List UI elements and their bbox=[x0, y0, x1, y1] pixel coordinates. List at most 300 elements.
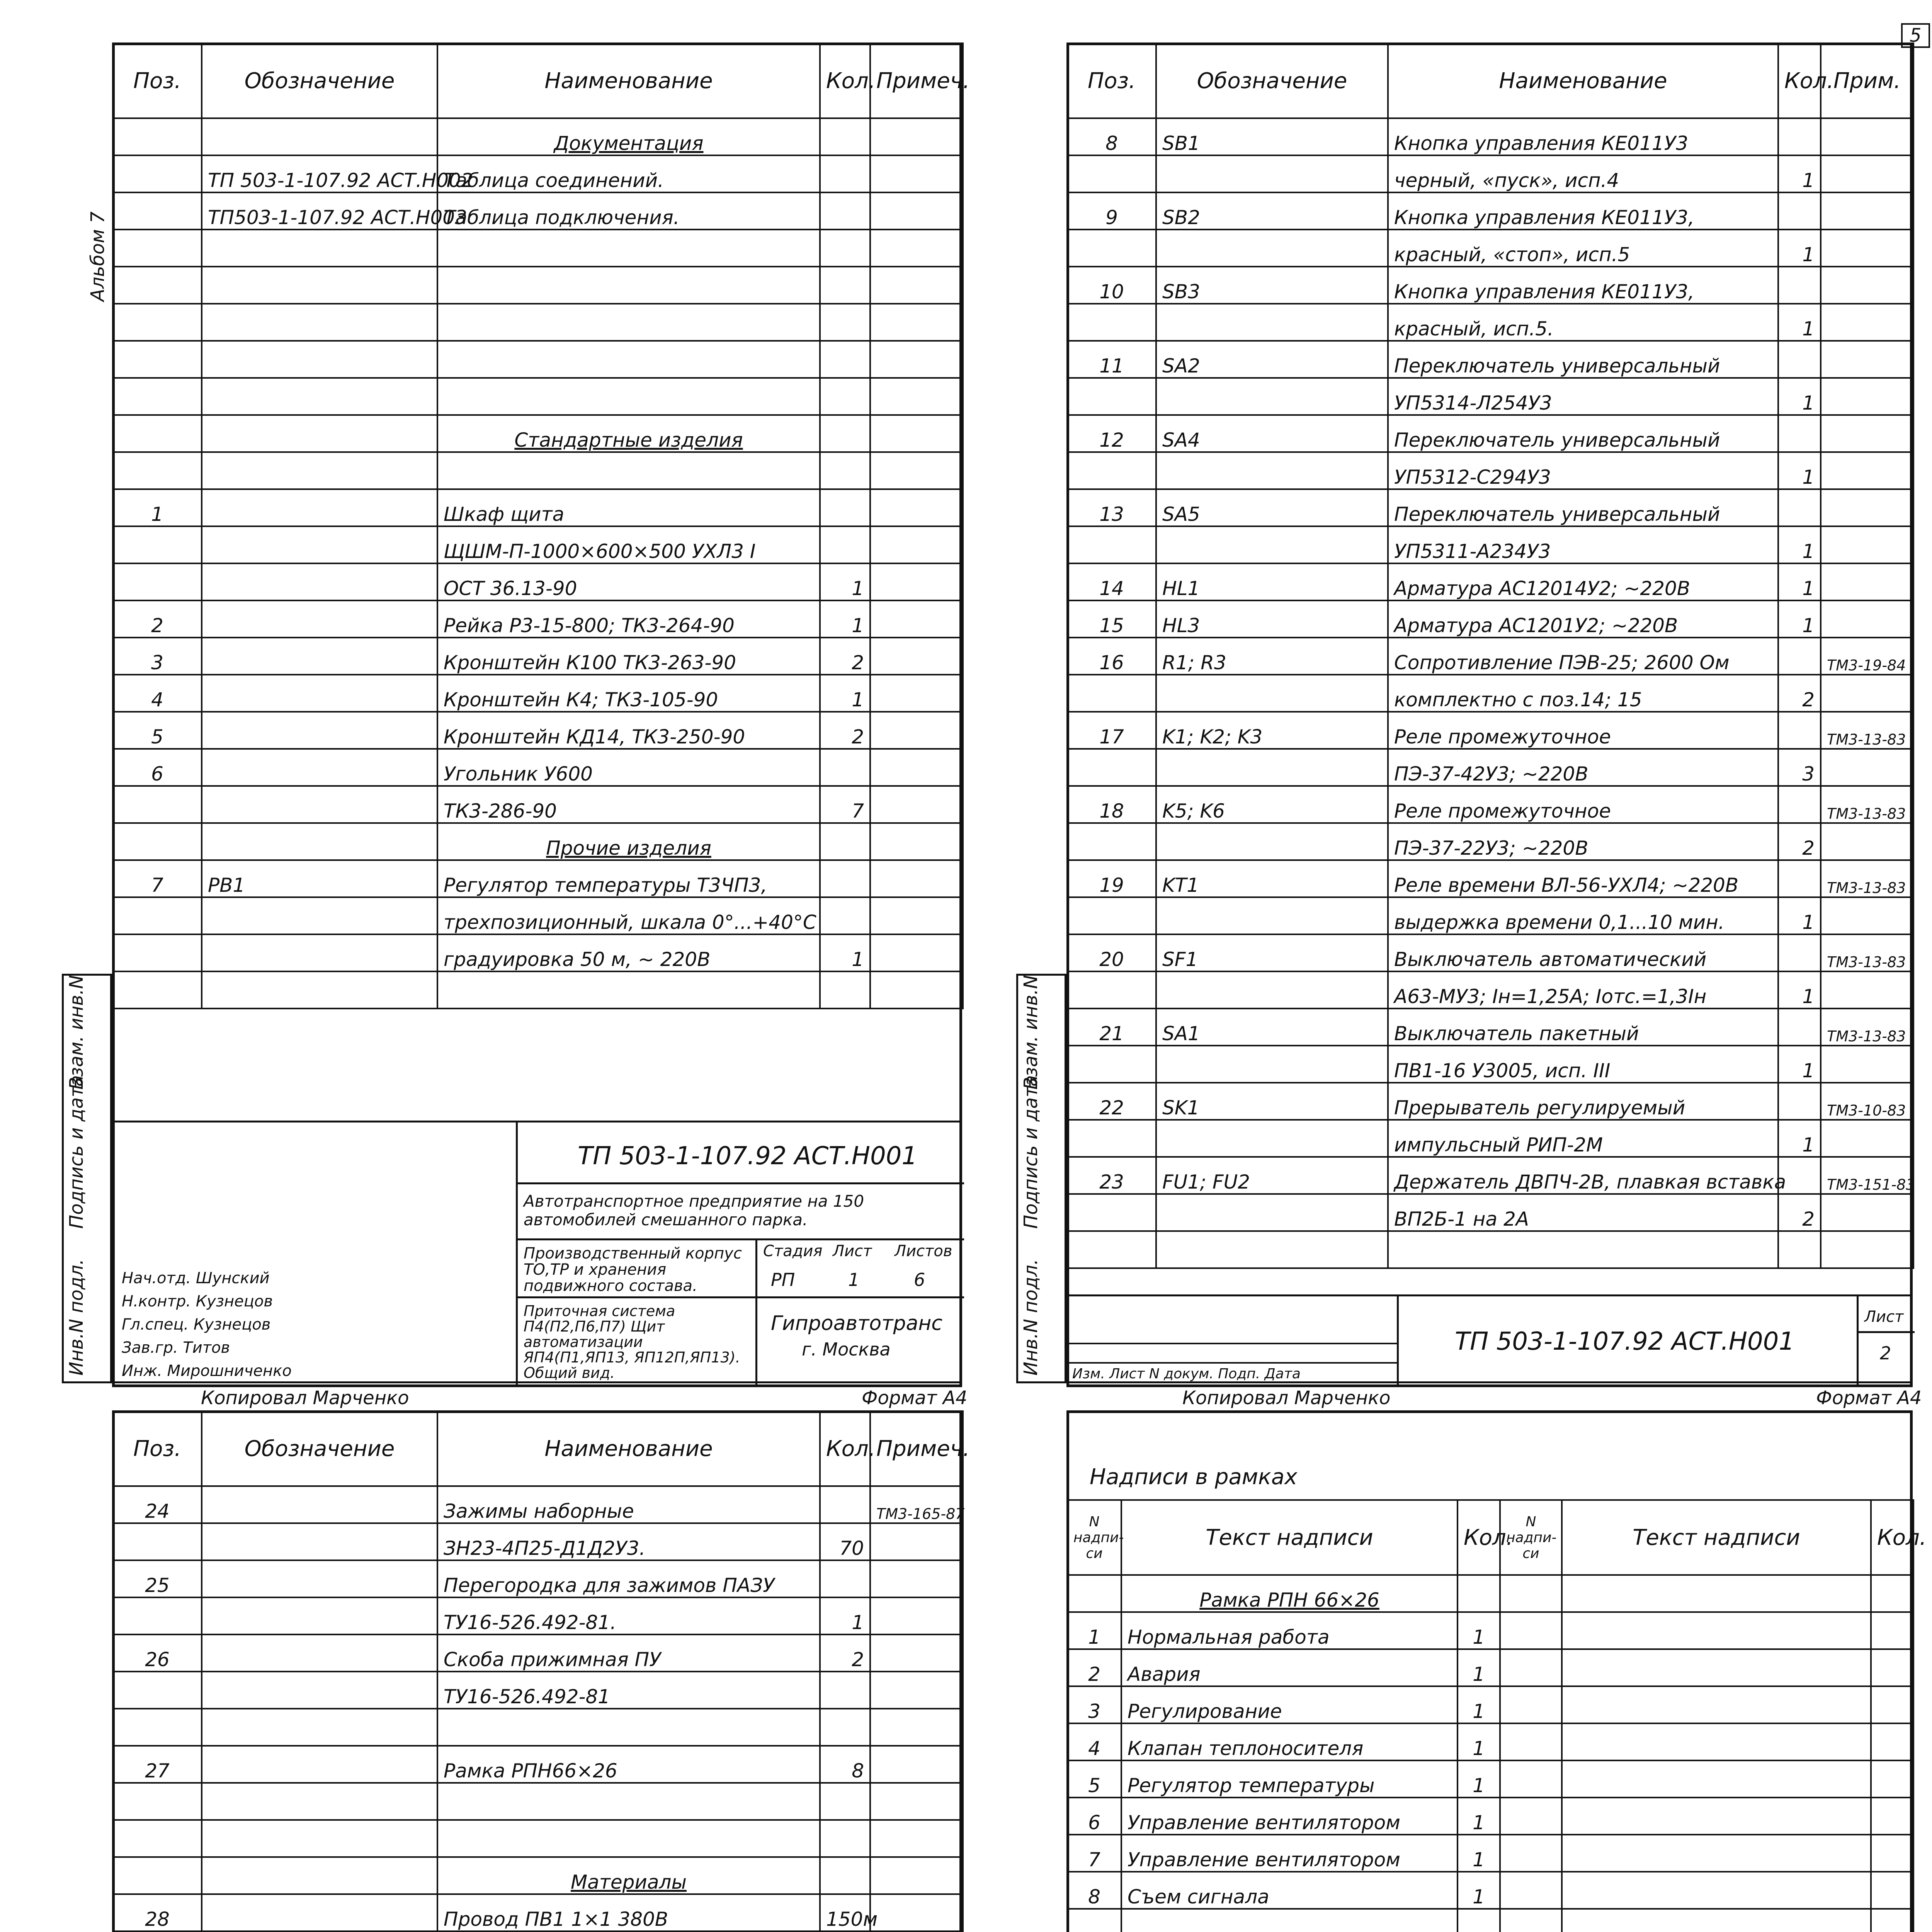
cell-qty: 1 bbox=[1458, 1835, 1500, 1872]
cell-name: Кнопка управления КЕ011У3, bbox=[1388, 267, 1778, 304]
cell-pos: 13 bbox=[1067, 489, 1156, 526]
cell-name bbox=[437, 230, 820, 267]
cell-qty bbox=[1778, 192, 1821, 230]
table-row bbox=[1067, 934, 1913, 971]
cell-qty bbox=[1778, 786, 1821, 823]
format-2: Формат А4 bbox=[1816, 1387, 1922, 1409]
table-row bbox=[113, 860, 963, 897]
cell-pos: 21 bbox=[1067, 1009, 1156, 1046]
col-text: Текст надписи bbox=[1121, 1500, 1458, 1575]
table-row bbox=[1067, 1798, 1913, 1835]
cell-text: Нормальная работа bbox=[1121, 1612, 1458, 1649]
cell-desig bbox=[1156, 304, 1388, 341]
cell-desig bbox=[202, 675, 437, 712]
cell-pos bbox=[113, 230, 202, 267]
cell-n: 7 bbox=[1067, 1835, 1121, 1872]
cell-qty: 70 bbox=[820, 1523, 870, 1560]
cell-note bbox=[1821, 415, 1913, 452]
cell-name bbox=[437, 304, 820, 341]
cell-qty bbox=[1778, 118, 1821, 155]
cell-qty bbox=[820, 1560, 870, 1597]
cell-desig bbox=[202, 712, 437, 749]
foot-sheet-2: 2 bbox=[1880, 1343, 1891, 1364]
cell-qty bbox=[820, 1857, 870, 1894]
table-row bbox=[1067, 452, 1913, 489]
cell-pos: 2 bbox=[113, 600, 202, 638]
cell-note: ТМ3-165-87 bbox=[870, 1486, 963, 1523]
cell-text: Регулятор температуры bbox=[1121, 1760, 1458, 1798]
cell-name: Регулятор температуры Т3ЧП3, bbox=[437, 860, 820, 897]
cell-name: Прерыватель регулируемый bbox=[1388, 1083, 1778, 1120]
cell-qty bbox=[820, 823, 870, 860]
col-qty2: Кол. bbox=[1871, 1500, 1913, 1575]
cell-pos bbox=[1067, 1046, 1156, 1083]
cell-pos bbox=[113, 267, 202, 304]
cell-qty: 1 bbox=[820, 563, 870, 600]
cell-note bbox=[870, 1523, 963, 1560]
cell-desig bbox=[202, 823, 437, 860]
cell-n: 8 bbox=[1067, 1872, 1121, 1909]
cell-name: Провод ПВ1 1×1 380В bbox=[437, 1894, 820, 1931]
cell-pos: 7 bbox=[113, 860, 202, 897]
cell-desig bbox=[202, 934, 437, 971]
table-row bbox=[113, 934, 963, 971]
cell-name: ПВ1-16 У3005, исп. III bbox=[1388, 1046, 1778, 1083]
cell-note bbox=[870, 1894, 963, 1931]
col-qty: Кол. bbox=[1778, 43, 1821, 118]
cell-qty: 1 bbox=[1458, 1798, 1500, 1835]
table-row bbox=[113, 526, 963, 563]
cell-desig: ТП503-1-107.92 АСТ.Н003 bbox=[202, 192, 437, 230]
cell-desig: HL1 bbox=[1156, 563, 1388, 600]
cell-desig bbox=[202, 638, 437, 675]
cell-desig bbox=[1156, 1194, 1388, 1231]
cell-note bbox=[1821, 563, 1913, 600]
cell-qty: 1 bbox=[820, 600, 870, 638]
spec-table-3 bbox=[112, 1410, 970, 1932]
table-row bbox=[113, 489, 963, 526]
side-label-1a: Инв.N подл. bbox=[66, 1259, 87, 1376]
cell-desig bbox=[202, 526, 437, 563]
cell-desig bbox=[202, 1486, 437, 1523]
cell-desig bbox=[1156, 1120, 1388, 1157]
cell-desig bbox=[202, 600, 437, 638]
cell-qty: 1 bbox=[820, 675, 870, 712]
col-qty: Кол. bbox=[1458, 1500, 1500, 1575]
foot-code-2: ТП 503-1-107.92 АСТ.Н001 bbox=[1455, 1327, 1795, 1356]
cell-qty bbox=[820, 1820, 870, 1857]
cell-name: Рамка РПН66×26 bbox=[437, 1746, 820, 1783]
cell-pos bbox=[113, 786, 202, 823]
table-row bbox=[113, 1597, 963, 1634]
cell-n: 2 bbox=[1067, 1649, 1121, 1686]
cell-qty bbox=[820, 971, 870, 1009]
cell-desig bbox=[202, 749, 437, 786]
side-label-2b: Подпись и дата bbox=[1020, 1075, 1042, 1229]
cell-n: 4 bbox=[1067, 1723, 1121, 1760]
cell-pos: 16 bbox=[1067, 638, 1156, 675]
cell-note bbox=[1821, 230, 1913, 267]
cell-text: Авария bbox=[1121, 1649, 1458, 1686]
side-label-1b: Подпись и дата bbox=[66, 1075, 87, 1229]
table-row bbox=[1067, 1612, 1913, 1649]
cell-qty bbox=[1778, 1083, 1821, 1120]
table-row bbox=[113, 638, 963, 675]
cell-note bbox=[1821, 1231, 1913, 1268]
cell-note bbox=[870, 1672, 963, 1709]
cell-desig bbox=[1156, 526, 1388, 563]
table-row bbox=[113, 823, 963, 860]
cell-note bbox=[1821, 155, 1913, 192]
cell-name: Таблица соединений. bbox=[437, 155, 820, 192]
cell-note bbox=[1821, 1120, 1913, 1157]
cell-name: УП5314-Л254У3 bbox=[1388, 378, 1778, 415]
col-n2: N надпи-си bbox=[1500, 1500, 1562, 1575]
col-name: Наименование bbox=[437, 43, 820, 118]
cell-name: красный, «стоп», исп.5 bbox=[1388, 230, 1778, 267]
cell-pos bbox=[1067, 749, 1156, 786]
table-row bbox=[113, 971, 963, 1009]
cell-text: Рамка РПН 66×26 bbox=[1121, 1575, 1458, 1612]
cell-name: комплектно с поз.14; 15 bbox=[1388, 675, 1778, 712]
cell-name: Перегородка для зажимов ПАЗУ bbox=[437, 1560, 820, 1597]
cell-name: ТУ16-526.492-81. bbox=[437, 1597, 820, 1634]
cell-qty: 1 bbox=[1778, 897, 1821, 934]
cell-desig bbox=[1156, 1046, 1388, 1083]
col-name: Наименование bbox=[1388, 43, 1778, 118]
cell-note bbox=[870, 563, 963, 600]
cell-desig bbox=[1156, 155, 1388, 192]
cell-qty bbox=[820, 1672, 870, 1709]
table-row bbox=[113, 563, 963, 600]
copied-by-1: Копировал Марченко bbox=[201, 1387, 409, 1409]
table-row bbox=[1067, 600, 1913, 638]
album-label: Альбом 7 bbox=[87, 211, 109, 301]
table-row bbox=[1067, 1157, 1913, 1194]
table-row bbox=[1067, 1083, 1913, 1120]
cell-desig: SA4 bbox=[1156, 415, 1388, 452]
cell-pos bbox=[1067, 155, 1156, 192]
cell-qty bbox=[1778, 638, 1821, 675]
cell-qty bbox=[1778, 341, 1821, 378]
cell-note bbox=[1821, 897, 1913, 934]
cell-qty: 1 bbox=[1778, 1046, 1821, 1083]
cell-pos bbox=[113, 1857, 202, 1894]
table-row bbox=[113, 341, 963, 378]
cell-pos bbox=[1067, 897, 1156, 934]
cell-qty: 1 bbox=[820, 934, 870, 971]
cell-name: Скоба прижимная ПУ bbox=[437, 1634, 820, 1672]
cell-note bbox=[870, 749, 963, 786]
stamp-org: Гипроавтотранс bbox=[771, 1312, 942, 1335]
cell-name: Кнопка управления КЕ011У3 bbox=[1388, 118, 1778, 155]
stamp-project: Автотранспортное предприятие на 150 автомобилей смешанного парка. bbox=[524, 1192, 864, 1229]
title-block-1 bbox=[112, 1121, 962, 1383]
cell-desig bbox=[202, 971, 437, 1009]
col-pos: Поз. bbox=[1067, 43, 1156, 118]
cell-pos bbox=[113, 1672, 202, 1709]
cell-note bbox=[1821, 452, 1913, 489]
stamp-stage: РП bbox=[771, 1269, 795, 1290]
table-row bbox=[1067, 341, 1913, 378]
cell-name: Шкаф щита bbox=[437, 489, 820, 526]
table-row bbox=[113, 1523, 963, 1560]
cell-desig bbox=[1156, 971, 1388, 1009]
table-row bbox=[1067, 1046, 1913, 1083]
cell-pos bbox=[1067, 823, 1156, 860]
cell-pos: 8 bbox=[1067, 118, 1156, 155]
cell-name: УП5311-А234У3 bbox=[1388, 526, 1778, 563]
cell-qty: 1 bbox=[1458, 1872, 1500, 1909]
cell-qty bbox=[820, 378, 870, 415]
table-row bbox=[1067, 1649, 1913, 1686]
cell-name: Держатель ДВПЧ-2В, плавкая вставка bbox=[1388, 1157, 1778, 1194]
col-qty: Кол. bbox=[820, 1411, 870, 1486]
table-row bbox=[1067, 786, 1913, 823]
cell-qty bbox=[820, 526, 870, 563]
cell-name: Выключатель автоматический bbox=[1388, 934, 1778, 971]
cell-qty bbox=[820, 192, 870, 230]
cell-qty: 2 bbox=[1778, 1194, 1821, 1231]
table-row bbox=[113, 1486, 963, 1523]
cell-name: Зажимы наборные bbox=[437, 1486, 820, 1523]
table-row bbox=[1067, 675, 1913, 712]
cell-note: ТМ3-151-83 bbox=[1821, 1157, 1913, 1194]
cell-name: черный, «пуск», исп.4 bbox=[1388, 155, 1778, 192]
spec-table-2 bbox=[1066, 43, 1914, 1269]
cell-pos bbox=[1067, 452, 1156, 489]
cell-note bbox=[870, 934, 963, 971]
cell-desig bbox=[202, 304, 437, 341]
cell-pos: 28 bbox=[113, 1894, 202, 1931]
cell-name: Угольник У600 bbox=[437, 749, 820, 786]
cell-qty bbox=[820, 749, 870, 786]
stamp-person-3: Зав.гр. Титов bbox=[122, 1339, 230, 1357]
inscriptions-table bbox=[1066, 1499, 1927, 1932]
cell-qty: 1 bbox=[1458, 1686, 1500, 1723]
cell-note bbox=[870, 118, 963, 155]
cell-qty: 1 bbox=[1458, 1649, 1500, 1686]
cell-note: ТМ3-13-83 bbox=[1821, 934, 1913, 971]
cell-name: Переключатель универсальный bbox=[1388, 341, 1778, 378]
table-row bbox=[1067, 1909, 1913, 1932]
cell-desig: SA2 bbox=[1156, 341, 1388, 378]
cell-pos bbox=[1067, 971, 1156, 1009]
cell-desig: РВ1 bbox=[202, 860, 437, 897]
table-row bbox=[113, 897, 963, 934]
cell-note bbox=[870, 378, 963, 415]
cell-note bbox=[870, 192, 963, 230]
cell-pos: 5 bbox=[113, 712, 202, 749]
cell-pos: 25 bbox=[113, 1560, 202, 1597]
cell-qty bbox=[820, 1783, 870, 1820]
table-row bbox=[113, 267, 963, 304]
cell-name: Материалы bbox=[437, 1857, 820, 1894]
cell-desig: SA5 bbox=[1156, 489, 1388, 526]
cell-desig bbox=[1156, 897, 1388, 934]
cell-qty: 1 bbox=[1778, 1120, 1821, 1157]
cell-pos: 14 bbox=[1067, 563, 1156, 600]
col-note: Прим. bbox=[1821, 43, 1913, 118]
cell-qty bbox=[1778, 1231, 1821, 1268]
cell-pos: 4 bbox=[113, 675, 202, 712]
cell-pos bbox=[1067, 378, 1156, 415]
stamp-drawing: Приточная система П4(П2,П6,П7) Щит автоматизации ЯП4(П1,ЯП13, ЯП12П,ЯП13). Общий вид. bbox=[524, 1303, 740, 1381]
table-row bbox=[1067, 712, 1913, 749]
cell-qty bbox=[820, 341, 870, 378]
cell-note bbox=[870, 675, 963, 712]
table-row bbox=[1067, 1194, 1913, 1231]
cell-note bbox=[870, 1634, 963, 1672]
table-row bbox=[113, 749, 963, 786]
table-row bbox=[113, 415, 963, 452]
cell-qty bbox=[1778, 712, 1821, 749]
cell-qty bbox=[820, 415, 870, 452]
table-row bbox=[1067, 1686, 1913, 1723]
table-row bbox=[113, 378, 963, 415]
cell-n: 5 bbox=[1067, 1760, 1121, 1798]
cell-desig bbox=[202, 267, 437, 304]
cell-note bbox=[870, 1746, 963, 1783]
table-row bbox=[1067, 155, 1913, 192]
cell-note bbox=[1821, 526, 1913, 563]
table-row bbox=[113, 118, 963, 155]
cell-n: 1 bbox=[1067, 1612, 1121, 1649]
cell-note bbox=[1821, 971, 1913, 1009]
cell-note bbox=[870, 897, 963, 934]
cell-note: ТМ3-13-83 bbox=[1821, 1009, 1913, 1046]
cell-note bbox=[1821, 823, 1913, 860]
foot-cols-2: Изм. Лист N докум. Подп. Дата bbox=[1072, 1366, 1301, 1382]
copied-by-2: Копировал Марченко bbox=[1182, 1387, 1391, 1409]
cell-name bbox=[1388, 1231, 1778, 1268]
cell-pos bbox=[113, 971, 202, 1009]
cell-pos bbox=[113, 378, 202, 415]
cell-note bbox=[870, 1857, 963, 1894]
cell-desig bbox=[1156, 749, 1388, 786]
cell-qty bbox=[820, 452, 870, 489]
table-row bbox=[1067, 1872, 1913, 1909]
cell-pos bbox=[113, 823, 202, 860]
cell-pos bbox=[1067, 1120, 1156, 1157]
cell-qty: 1 bbox=[1458, 1723, 1500, 1760]
col-designation: Обозначение bbox=[202, 43, 437, 118]
side-label-1c: Взам. инв.N bbox=[66, 975, 87, 1090]
cell-pos bbox=[113, 304, 202, 341]
stamp-sheets-header: Листов bbox=[895, 1242, 952, 1260]
cell-note bbox=[1821, 675, 1913, 712]
cell-pos bbox=[113, 1783, 202, 1820]
cell-qty bbox=[820, 267, 870, 304]
cell-desig bbox=[202, 1783, 437, 1820]
title-block-2 bbox=[1066, 1294, 1913, 1383]
cell-qty: 8 bbox=[820, 1746, 870, 1783]
cell-name: импульсный РИП-2М bbox=[1388, 1120, 1778, 1157]
cell-note bbox=[870, 638, 963, 675]
cell-name: Реле промежуточное bbox=[1388, 712, 1778, 749]
cell-name bbox=[437, 378, 820, 415]
table-row bbox=[113, 786, 963, 823]
cell-pos bbox=[113, 452, 202, 489]
cell-pos bbox=[113, 897, 202, 934]
cell-desig bbox=[202, 1709, 437, 1746]
cell-pos bbox=[113, 192, 202, 230]
side-label-2c: Взам. инв.N bbox=[1020, 975, 1042, 1090]
table-row bbox=[1067, 749, 1913, 786]
cell-note bbox=[1821, 267, 1913, 304]
page-number: 5 bbox=[1901, 23, 1930, 48]
table-row bbox=[1067, 823, 1913, 860]
table-row bbox=[1067, 192, 1913, 230]
cell-qty bbox=[820, 155, 870, 192]
cell-qty bbox=[1778, 415, 1821, 452]
table-row bbox=[113, 1783, 963, 1820]
cell-pos: 22 bbox=[1067, 1083, 1156, 1120]
cell-name: Реле времени ВЛ-56-УХЛ4; ~220В bbox=[1388, 860, 1778, 897]
cell-pos: 15 bbox=[1067, 600, 1156, 638]
cell-qty bbox=[820, 1486, 870, 1523]
cell-note bbox=[1821, 304, 1913, 341]
table-row bbox=[1067, 971, 1913, 1009]
cell-text: Съем сигнала bbox=[1121, 1872, 1458, 1909]
spec-table-1 bbox=[112, 43, 970, 1009]
col-pos: Поз. bbox=[113, 43, 202, 118]
cell-qty: 1 bbox=[1778, 563, 1821, 600]
cell-qty: 2 bbox=[820, 712, 870, 749]
cell-desig: SB1 bbox=[1156, 118, 1388, 155]
cell-note bbox=[870, 230, 963, 267]
cell-pos bbox=[113, 1709, 202, 1746]
cell-qty bbox=[1778, 860, 1821, 897]
col-designation: Обозначение bbox=[1156, 43, 1388, 118]
cell-pos bbox=[1067, 526, 1156, 563]
cell-pos bbox=[1067, 1194, 1156, 1231]
cell-note bbox=[1821, 1194, 1913, 1231]
col-name: Наименование bbox=[437, 1411, 820, 1486]
cell-qty: 3 bbox=[1778, 749, 1821, 786]
table-row bbox=[1067, 1575, 1913, 1612]
cell-qty: 1 bbox=[1778, 378, 1821, 415]
cell-desig bbox=[1156, 378, 1388, 415]
stamp-person-4: Инж. Мирошниченко bbox=[122, 1362, 292, 1380]
cell-name: Переключатель универсальный bbox=[1388, 489, 1778, 526]
cell-pos bbox=[1067, 230, 1156, 267]
cell-pos bbox=[113, 341, 202, 378]
cell-note bbox=[1821, 378, 1913, 415]
table-row bbox=[1067, 638, 1913, 675]
cell-note bbox=[870, 1597, 963, 1634]
table-row bbox=[113, 1672, 963, 1709]
table-row bbox=[113, 1746, 963, 1783]
cell-note: ТМ3-13-83 bbox=[1821, 860, 1913, 897]
cell-pos: 18 bbox=[1067, 786, 1156, 823]
cell-pos: 24 bbox=[113, 1486, 202, 1523]
cell-text: Клапан теплоносителя bbox=[1121, 1723, 1458, 1760]
cell-desig bbox=[1156, 452, 1388, 489]
cell-desig bbox=[202, 1672, 437, 1709]
cell-name: Реле промежуточное bbox=[1388, 786, 1778, 823]
cell-name: Кронштейн К100 ТК3-263-90 bbox=[437, 638, 820, 675]
col-pos: Поз. bbox=[113, 1411, 202, 1486]
cell-pos bbox=[113, 118, 202, 155]
col-note: Примеч. bbox=[870, 1411, 963, 1486]
cell-desig bbox=[1156, 230, 1388, 267]
table-row bbox=[1067, 1009, 1913, 1046]
cell-pos: 9 bbox=[1067, 192, 1156, 230]
cell-desig: K1; K2; K3 bbox=[1156, 712, 1388, 749]
cell-pos: 23 bbox=[1067, 1157, 1156, 1194]
cell-note bbox=[1821, 489, 1913, 526]
